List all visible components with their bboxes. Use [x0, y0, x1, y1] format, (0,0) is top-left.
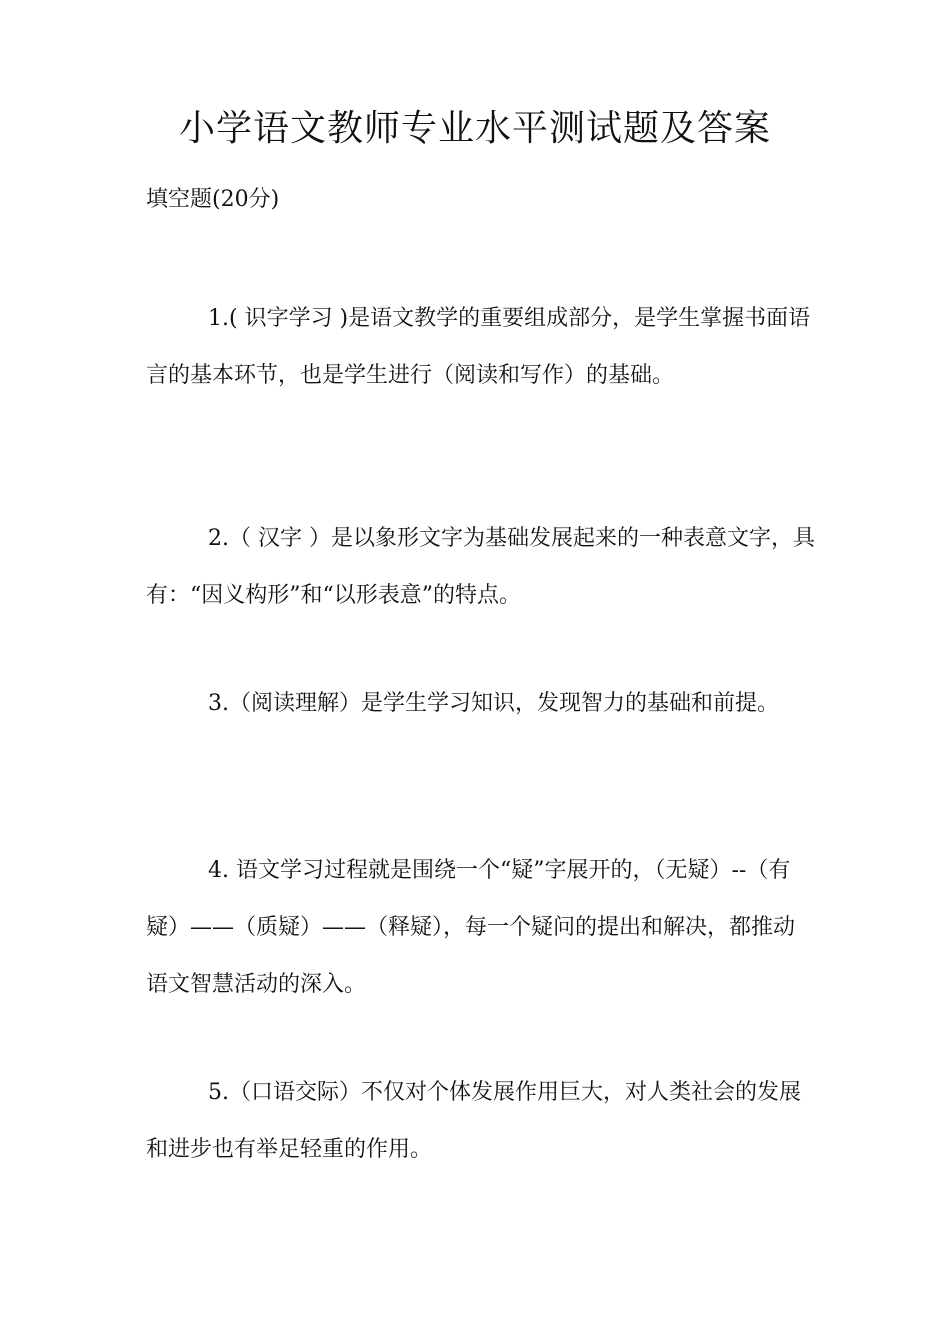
page-title: 小学语文教师专业水平测试题及答案 [178, 108, 771, 149]
question-5: 5.（口语交际）不仅对个体发展作用巨大，对人类社会的发展和进步也有举足轻重的作用。 [146, 1080, 801, 1162]
question-4: 4. 语文学习过程就是围绕一个“疑”字展开的，（无疑）--（有疑）——（质疑）——（释疑），每一个疑问的提出和解决，都推动语文智慧活动的深入。 [146, 858, 796, 997]
question-1: 1.( 识字学习 )是语文教学的重要组成部分，是学生掌握书面语言的基本环节，也是学生进行（阅读和写作）的基础。 [146, 306, 811, 388]
section-heading: 填空题(20分) [146, 187, 280, 212]
question-2: 2.（ 汉字 ）是以象形文字为基础发展起来的一种表意文字，具有：“因义构形”和“以形表意”的特点。 [146, 526, 815, 608]
question-3: 3.（阅读理解）是学生学习知识，发现智力的基础和前提。 [208, 691, 779, 716]
